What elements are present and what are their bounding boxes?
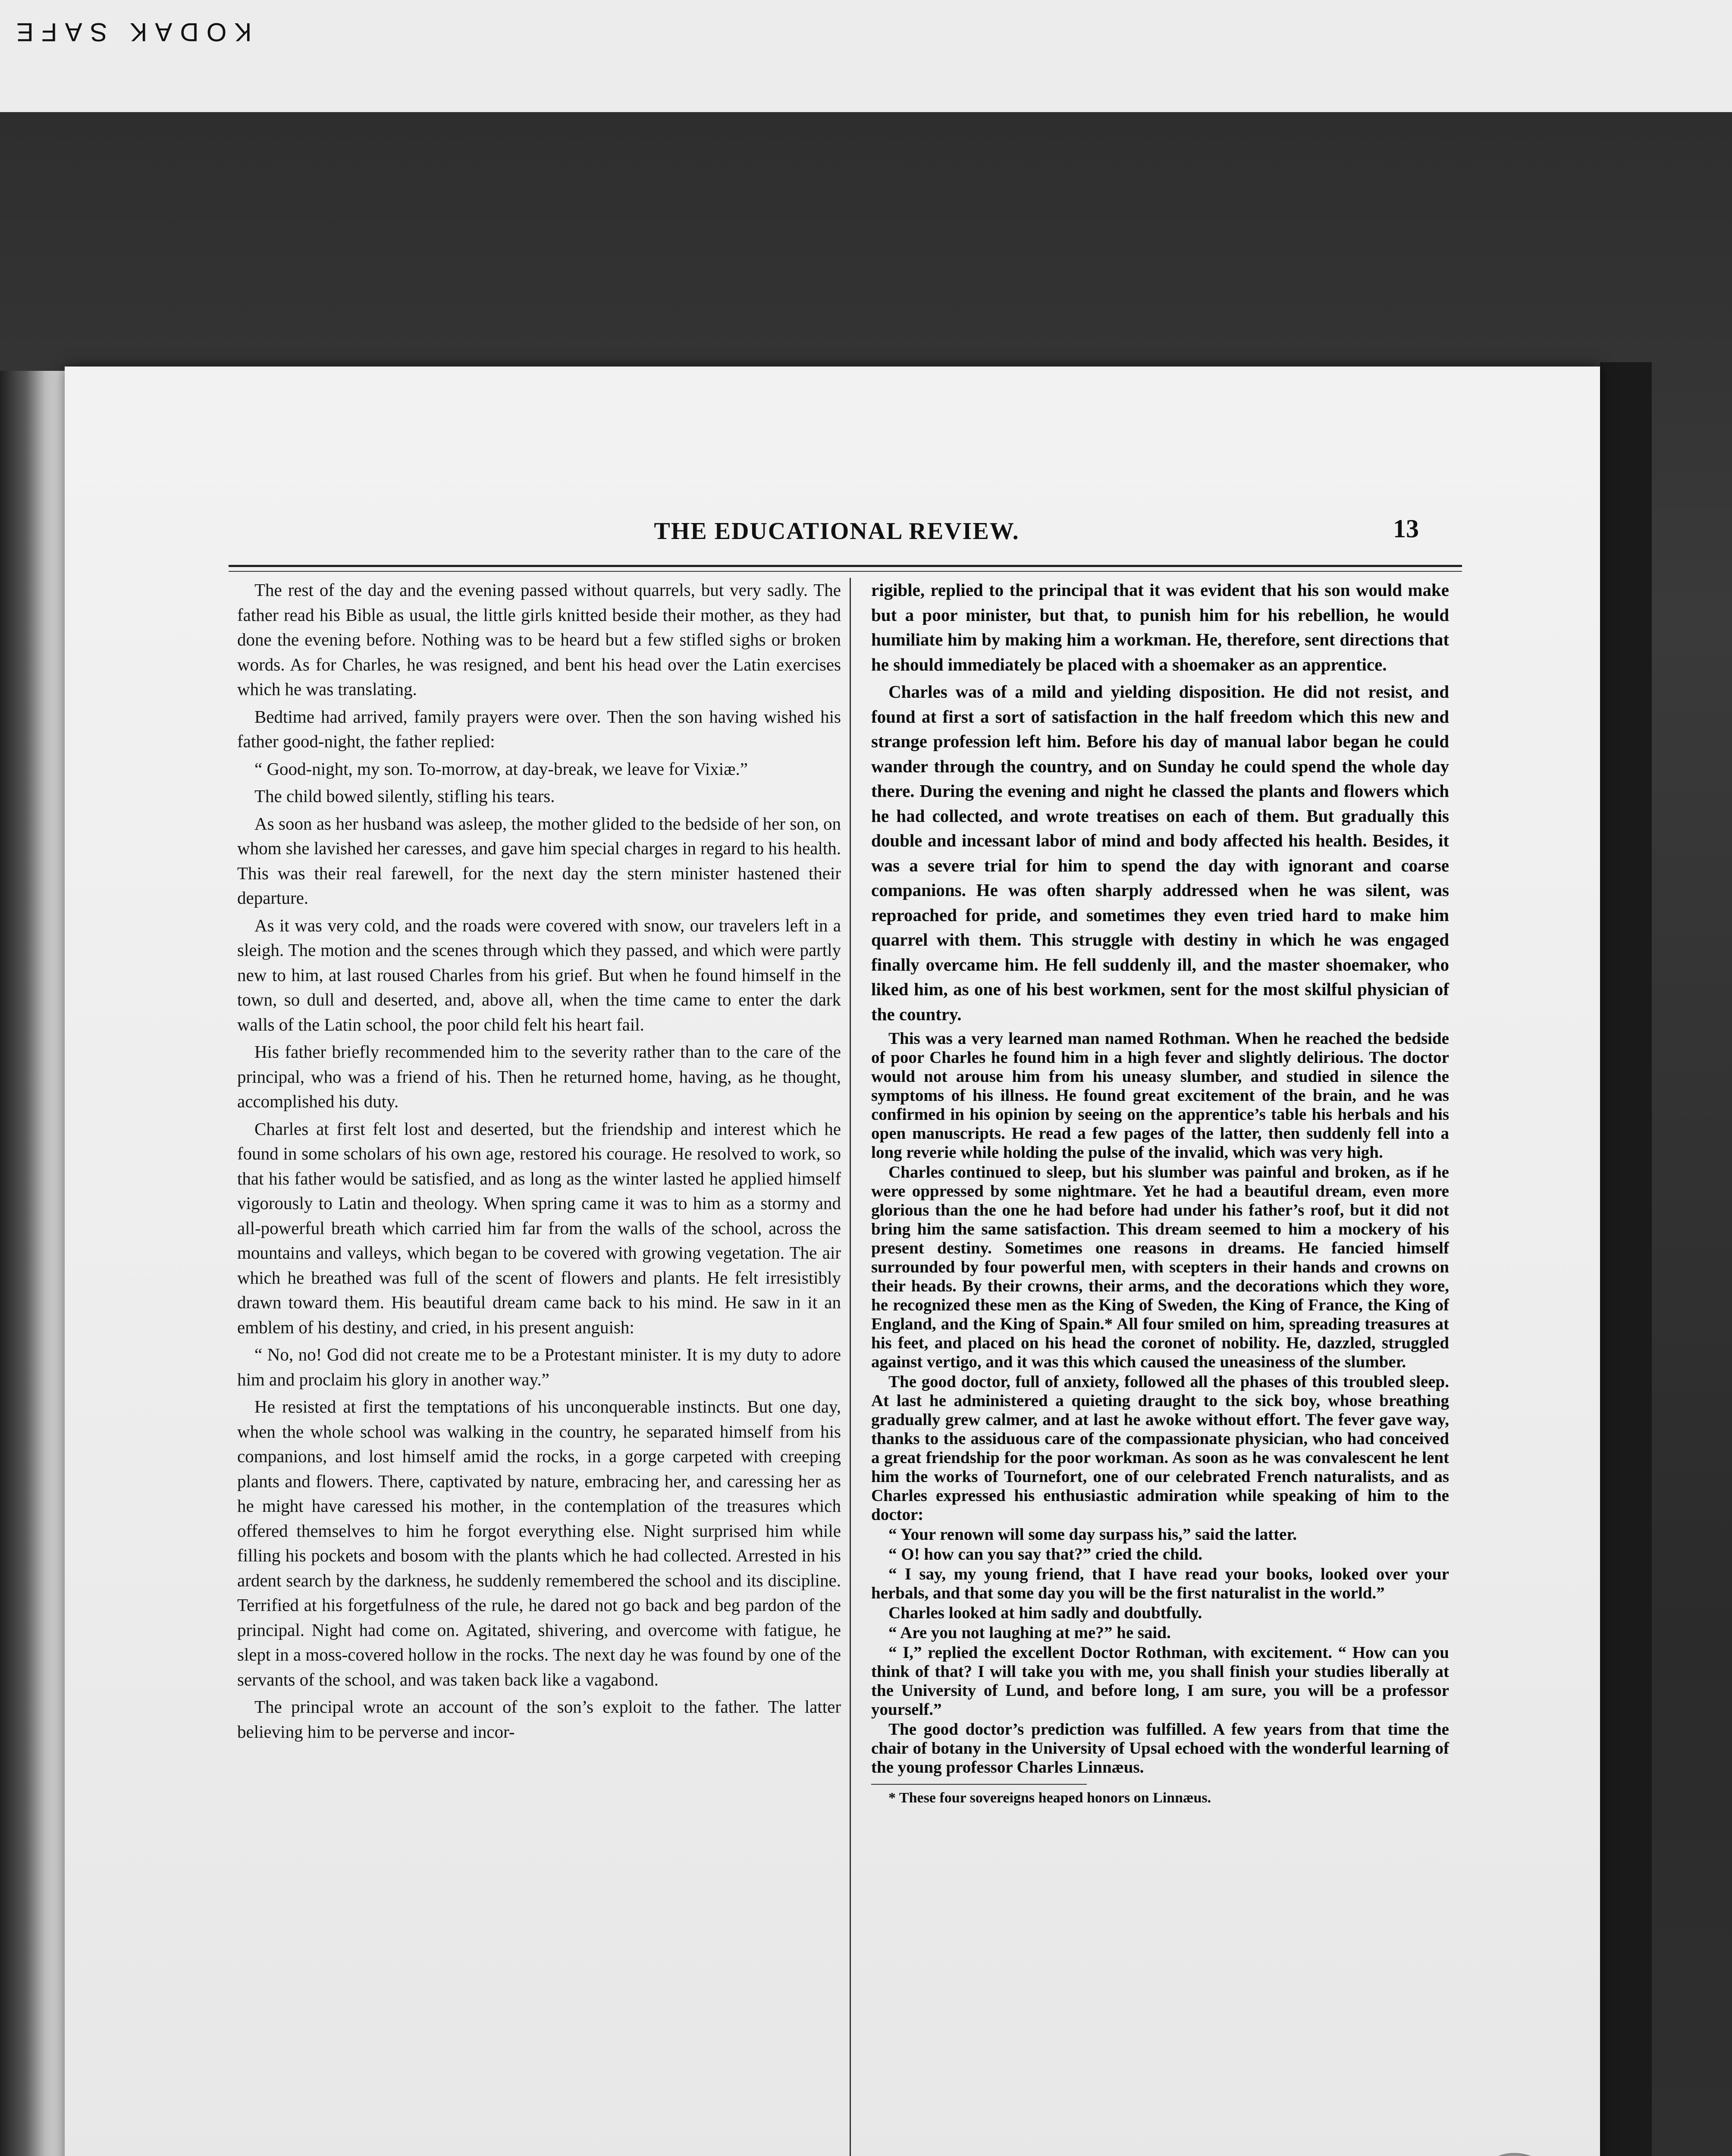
footnote: * These four sovereigns heaped honors on Linnæus. [888, 1790, 1211, 1806]
dense-text-block [871, 1029, 1449, 1777]
dialogue-line: “ I say, my young friend, that I have read your books, looked over your herbals, and that some day you will be the first naturalist in the world.” [871, 1565, 1449, 1602]
column-divider [850, 578, 851, 2156]
dialogue-line: “ O! how can you say that?” cried the child. [888, 1545, 1203, 1564]
left-column [237, 578, 841, 1747]
paragraph: The rest of the day and the evening passed without quarrels, but very sadly. The father read his Bible as usual, the little girls knitted beside their mother, as they had done the evening before. Nothing was to be heard but a few stifled sighs or broken words. As for Charles, he was resigned, and bent his head over the Latin exercises which he was translating. [237, 580, 841, 699]
paragraph: Charles at first felt lost and deserted, but the friendship and interest which he found in some scholars of his own age, restored his courage. He resolved to work, so that his father would be satisfied, and as long as the winter lasted he applied himself vigorously to Latin and theology. When spring came it was to him as a stormy and all-powerful breath which carried him far from the walls of the school, across the mountains and valleys, which began to be covered with growing vegetation. The air which he breathed was full of the scent of flowers and plants. He felt irresistibly drawn toward them. His beautiful dream came back to his mind. He saw in it an emblem of his destiny, and cried, in his present anguish: [237, 1119, 841, 1337]
dialogue-line: “ Your renown will some day surpass his,” said the latter. [888, 1525, 1297, 1544]
page-edge-shadow [1600, 362, 1652, 2156]
film-edge-label: KODAK SAFE [9, 18, 252, 47]
right-column [871, 578, 1449, 1810]
paragraph: He resisted at first the temptations of his unconquerable instincts. But one day, when the whole school was walking in the country, he separated himself from his companions, and lost himself amid the rocks, in a gorge carpeted with creeping plants and flowers. There, captivated by nature, embracing her, and caressing her as he might have caressed his mother, in the contemplation of the treasures which offered themselves to him he forgot everything else. Night surprised him while filling his pockets and bosom with the plants which he had collected. Arrested in his ardent search by the darkness, he suddenly remembered the school and its discipline. Terrified at his forgetfulness of the rule, he dared not go back and beg pardon of the principal. Night had come on. Agitated, shivering, and overcome with fatigue, he slept in a moss-covered hollow in the rocks. The next day he was found by one of the servants of the school, and was taken back like a vagabond. [237, 1397, 841, 1689]
dialogue-line: “ Good-night, my son. To-morrow, at day-break, we leave for Vixiæ.” [254, 758, 748, 779]
paragraph-continuation: rigible, replied to the principal that it was evident that his son would make but a poor minister, but that, to punish him for his rebellion, he would humiliate him by making him a workman. He, therefore, sent directions that he should immediately be placed with a shoemaker as an apprentice. [871, 580, 1449, 674]
running-title: THE EDUCATIONAL REVIEW. [654, 518, 1020, 545]
paragraph: The good doctor, full of anxiety, followed all the phases of this troubled sleep. At last he administered a quieting draught to the sick boy, whose breathing gradually grew calmer, and at last he awoke without effort. The fever gave way, thanks to the assiduous care of the compassionate physician, who had conceived a great friendship for the poor workman. As soon as he was convalescent he lent him the works of Tournefort, one of our celebrated French naturalists, and as Charles expressed his enthusiastic admiration while speaking of him to the doctor: [871, 1373, 1449, 1524]
book-gutter [0, 371, 65, 2156]
paragraph: Charles was of a mild and yielding disposition. He did not resist, and found at first a sort of satisfaction in the half freedom which this new and strange profession left him. Before his day of manual labor began he could wander through the country, and on Sunday he could spend the whole day there. During the evening and night he classed the plants and flowers which he had collected, and wrote treatises on each of them. But gradually this double and incessant labor of mind and body affected his health. Besides, it was a severe trial for him to spend the day with ignorant and coarse companions. He was often sharply addressed when he was silent, was reproached for pride, and sometimes they even tried hard to make him quarrel with them. This struggle with destiny in which he was engaged finally overcame him. He fell suddenly ill, and the master shoemaker, who liked him, as one of his best workmen, sent for the most skilful physician of the country. [871, 682, 1449, 1024]
page-number: 13 [1393, 514, 1419, 543]
paragraph: As soon as her husband was asleep, the mother glided to the bedside of her son, on whom she lavished her caresses, and gave him special charges in regard to his health. This was their real farewell, for the next day the stern minister hastened their departure. [237, 813, 841, 908]
footnote-rule [871, 1784, 1087, 1785]
dialogue-line: “ I,” replied the excellent Doctor Rothman, with excitement. “ How can you think of that? I will take you with me, you shall finish your studies liberally at the University of Lund, and before long, I am sure, you will be a professor yourself.” [871, 1643, 1449, 1719]
paragraph: Bedtime had arrived, family prayers were over. Then the son having wished his father good-night, the father replied: [237, 706, 841, 751]
paragraph: His father briefly recommended him to the severity rather than to the care of the principal, who was a friend of his. Then he returned home, having, as he thought, accomplished his duty. [237, 1042, 841, 1111]
paragraph: This was a very learned man named Rothman. When he reached the bedside of poor Charles he found him in a high fever and slightly delirious. The doctor would not arouse him from his uneasy slumber, and studied in silence the symptoms of his illness. He found great excitement of the brain, and he was confirmed in his opinion by seeing on the apprentice’s table his herbals and his open manuscripts. He read a few pages of the latter, then suddenly fell into a long reverie while holding the pulse of the invalid, which was very high. [871, 1029, 1449, 1162]
film-edge [0, 0, 1732, 112]
dialogue-line: “ Are you not laughing at me?” he said. [888, 1623, 1171, 1642]
paragraph: Charles continued to sleep, but his slumber was painful and broken, as if he were oppressed by some nightmare. Yet he had a beautiful dream, even more glorious than the one he had before had under his father’s roof, but it did not bring him the same satisfaction. This dream seemed to him a mockery of his present destiny. Sometimes one reasons in dreams. He fancied himself surrounded by four powerful men, with scepters in their hands and crowns on their heads. By their crowns, their arms, and the decorations which they wore, he recognized these men as the King of Sweden, the King of France, the King of England, and the King of Spain.* All four smiled on him, spreading treasures at his feet, and placed on his head the coronet of nobility. He, dazzled, struggled against vertigo, and it was this which caused the uneasiness of the slumber. [871, 1163, 1449, 1371]
page-header [229, 509, 1445, 556]
dialogue-line: “ No, no! God did not create me to be a Protestant minister. It is my duty to adore him and proclaim his glory in another way.” [237, 1344, 841, 1389]
document-page [65, 367, 1600, 2156]
paragraph: As it was very cold, and the roads were covered with snow, our travelers left in a sleigh. The motion and the scenes through which they passed, and which were partly new to him, at last roused Charles from his grief. But when he found himself in the town, so dull and deserted, and, above all, when the time came to enter the dark walls of the Latin school, the poor child felt his heart fail. [237, 915, 841, 1034]
paragraph: The child bowed silently, stifling his tears. [254, 786, 555, 806]
paragraph: Charles looked at him sadly and doubtfully. [888, 1604, 1202, 1622]
paragraph: The principal wrote an account of the son’s exploit to the father. The latter believing him to be perverse and incor- [237, 1697, 841, 1742]
header-rule [229, 565, 1462, 567]
paragraph: The good doctor’s prediction was fulfilled. A few years from that time the chair of botany in the University of Upsal echoed with the wonderful learning of the young professor Charles Linnæus. [871, 1720, 1449, 1777]
header-rule-thin [229, 571, 1462, 572]
